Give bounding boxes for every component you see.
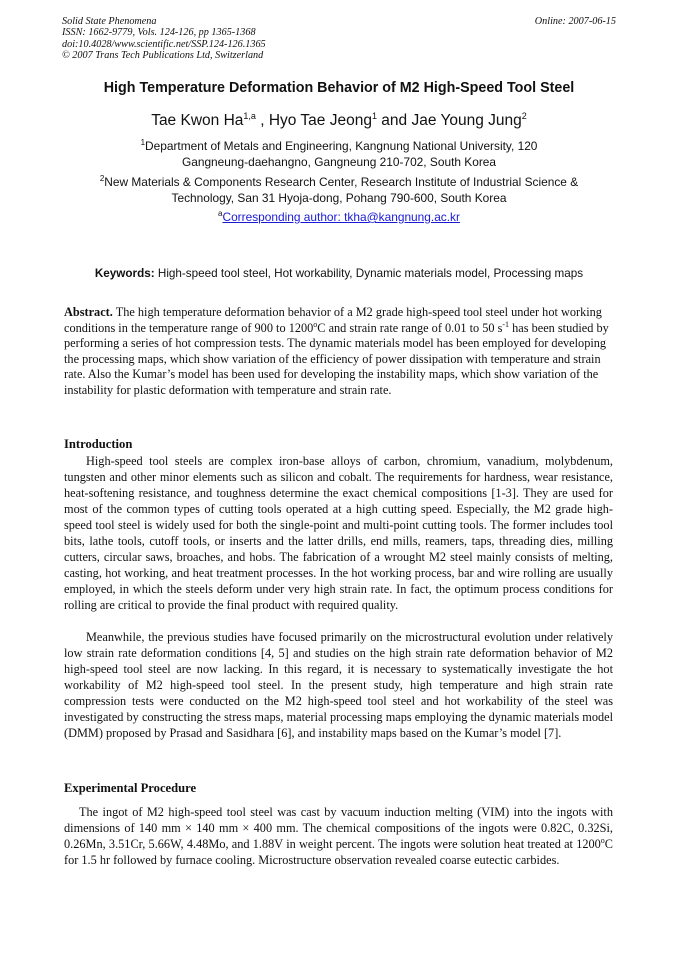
journal-meta (62, 16, 266, 62)
degree-sup: o (313, 319, 318, 329)
intro-paragraph-2: Meanwhile, the previous studies have focused primarily on the microstructural evolution under relatively low strain rate deformation conditions [4, 5] and studies on the high strain rate deformation behavior of M2 high-speed tool steel are now lacking. In this regard, it is necessary to systematically investigate the hot workability of M2 high-speed tool steel. In the present study, high temperature and high strain rate compression tests were conducted on the M2 high-speed tool steel and hot workability of the steel was investigated by constructing the stress maps, material processing maps employing the dynamic materials model (DMM) proposed by Prasad and Sasidhara [6], and instability maps based on the Kumar’s model [7]. (64, 630, 613, 740)
section-heading-experimental: Experimental Procedure (64, 781, 197, 795)
author-name: Jae Young Jung (411, 112, 522, 129)
abstract-text: C and strain rate range of 0.01 to 50 s (317, 320, 503, 335)
abstract-text: The high temperature deformation behavior of a M2 grade high-speed tool steel under hot working conditions in the temperature range of 900 to 1200 (64, 305, 602, 335)
keywords-label: Keywords: (94, 267, 155, 280)
online-date-text: Online: 2007-06-15 (534, 16, 616, 27)
experimental-text: The ingot of M2 high-speed tool steel was cast by vacuum induction melting (VIM) into the ingots with dimensions of 140 mm × 140 mm × 400 mm. The chemical compositions of the ingots were 0.82C, 0.32Si, 0.26Mn, 3.51Cr, 5.66W, 4.48Mo, and 1.88V in weight percent. The ingots were solution heat treated at 1200 (64, 805, 613, 851)
affiliation-line: Department of Metals and Engineering, Kangnung National University, 120 (145, 139, 538, 153)
author-sup: 1 (371, 111, 377, 121)
keywords-text: High-speed tool steel, Hot workability, Dynamic materials model, Processing maps (154, 267, 584, 280)
affiliation-line: Gangneung-daehangno, Gangneung 210-702, South Korea (181, 154, 497, 169)
affiliation-1 (60, 139, 618, 170)
abstract-label: Abstract. (64, 305, 113, 319)
experimental-text: C for 1.5 hr followed by furnace cooling. Microstructure observation revealed coarse eutectic carbides. (64, 837, 613, 867)
copyright-line: © 2007 Trans Tech Publications Ltd, Switzerland (62, 50, 264, 62)
doi-line: doi:10.4028/www.scientific.net/SSP.124-126.1365 (62, 38, 266, 50)
issn-line: ISSN: 1662-9779, Vols. 124-126, pp 1365-1368 (62, 27, 256, 39)
affiliation-sup: 2 (99, 174, 105, 183)
exponent-sup: -1 (502, 319, 510, 329)
corresponding-author-link[interactable]: Corresponding author: tkha@kangnung.ac.kr (222, 210, 460, 224)
author-name: Hyo Tae Jeong (268, 112, 372, 129)
corresponding-sup: a (218, 209, 223, 218)
section-heading-introduction: Introduction (64, 437, 133, 451)
journal-name: Solid State Phenomena (62, 16, 157, 27)
author-sup: 2 (521, 111, 527, 121)
keywords (40, 267, 638, 280)
author-name: Tae Kwon Ha (151, 112, 244, 129)
affiliation-2 (60, 175, 618, 206)
degree-sup: o (600, 836, 605, 845)
author-list (40, 112, 638, 130)
corresponding-author (60, 210, 618, 226)
author-separator: , (255, 112, 269, 129)
intro-paragraph-1: High-speed tool steels are complex iron-base alloys of carbon, chromium, vanadium, molybdenum, tungsten and other minor elements such as silicon and cobalt. The requirements for hardness, wear resistance, heat-softening resistance, and toughness determine the exact chemical compositions [1-3]. They are used for most of the common types of cutting tools operated at a high cutting speed. Especially, the M2 grade high-speed tool steel is widely used for both the single-point and multi-point cutting tools. The former includes tool bits, lathe tools, cutoff tools, or inserts and the latter drills, end mills, reamers, taps, threading dies, milling cutters, circular saws, broaches, and hobs. The fabrication of a wrought M2 steel mainly consists of melting, casting, hot working, and heat treatment processes. In the hot working process, bar and wire rolling are usually employed, in which the steels deform under very high strain rate. In fact, the optimum process conditions for rolling are critical to provide the final product with required quality. (64, 454, 613, 612)
affiliation-sup: 1 (140, 138, 146, 147)
author-sup: 1,a (243, 111, 256, 121)
abstract-text: has been studied by performing a series of hot compression tests. The dynamic materials model has been employed for developing the processing maps, which show variation of the efficiency of power dissipation with temperature and strain rate. Also the Kumar’s model has been used for developing the instability maps, which show variation of the instability for plastic deformation with temperature and strain rate. (64, 320, 609, 397)
abstract (64, 305, 613, 398)
affiliation-line: New Materials & Components Research Center, Research Institute of Industrial Science & (104, 175, 579, 189)
author-separator: and (376, 112, 412, 129)
affiliation-line: Technology, San 31 Hyoja-dong, Pohang 790-600, South Korea (171, 190, 507, 205)
paper-title: High Temperature Deformation Behavior of M2 High-Speed Tool Steel (103, 80, 575, 96)
experimental-paragraph (64, 804, 613, 868)
online-date (535, 16, 616, 27)
